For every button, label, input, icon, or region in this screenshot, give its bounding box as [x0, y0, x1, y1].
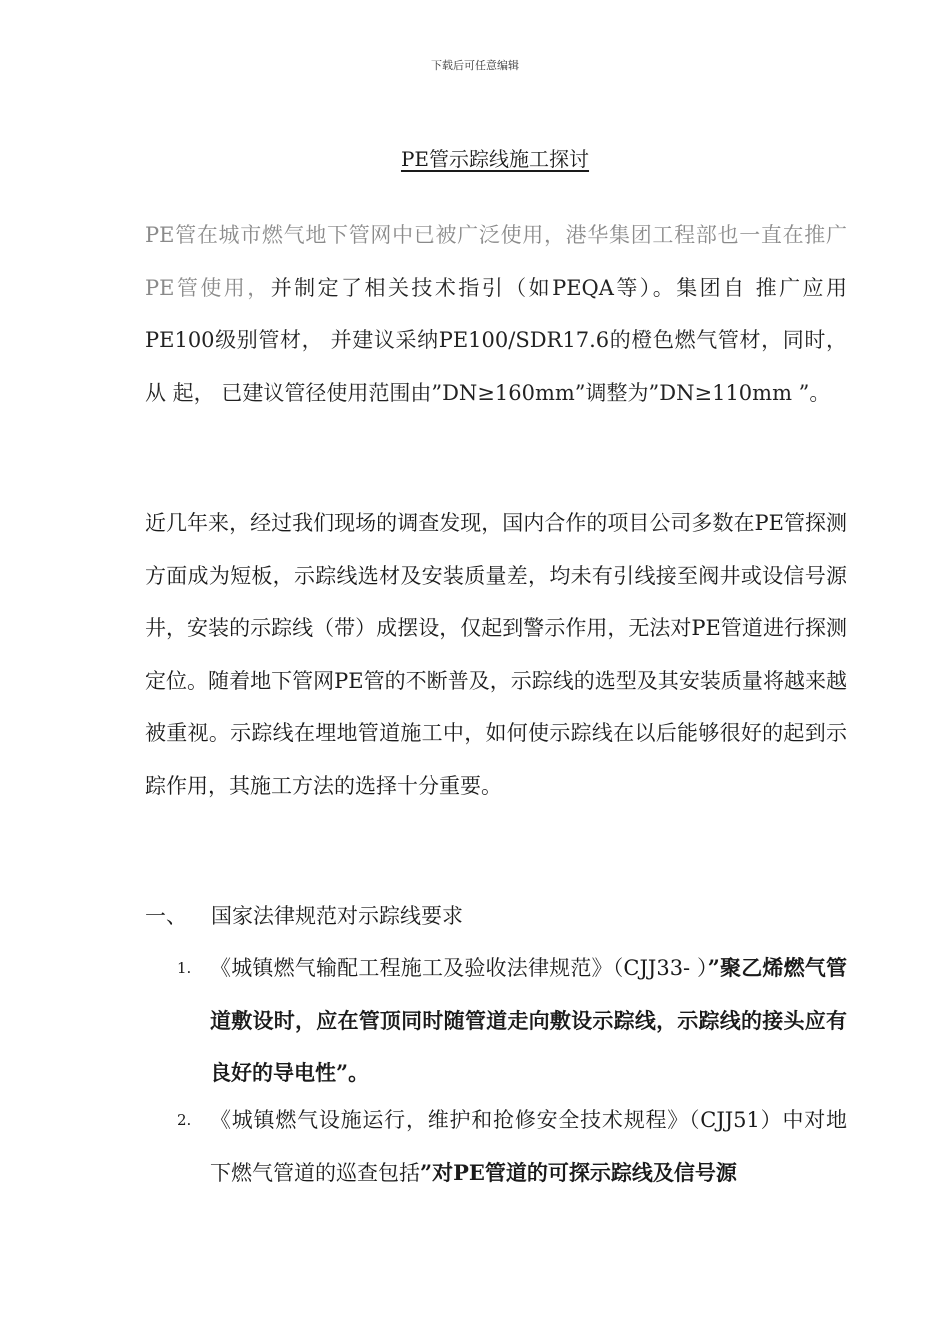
section-heading-1 [145, 890, 463, 942]
intro-faded-text: PE管在城市燃气地下管网中已被广泛使用，港华集团工程部也一直在推广PE管使用， [145, 223, 847, 300]
citation-text: 《城镇燃气设施运行，维护和抢修安全技术规程》（CJJ51）中对地下燃气管道的巡查包括 [210, 1108, 847, 1185]
section-number: 一、 [145, 904, 187, 928]
paragraph-background: 近几年来，经过我们现场的调查发现，国内合作的项目公司多数在PE管探测方面成为短板，示踪线选材及安装质量差，均未有引线接至阀井或设信号源井，安装的示踪线（带）成摆设，仅起到警示作用，无法对PE管道进行探测定位。随着地下管网PE管的不断普及，示踪线的选型及其安装质量将越来越被重视。示踪线在埋地管道施工中，如何使示踪线在以后能够很好的起到示踪作用，其施工方法的选择十分重要。 [145, 511, 847, 798]
section-title: 国家法律规范对示踪线要求 [211, 904, 463, 928]
document-title: PE管示踪线施工探讨 [400, 147, 590, 171]
quoted-requirement: ”对PE管道的可探示踪线及信号源 [420, 1159, 737, 1185]
citation-text: 《城镇燃气输配工程施工及验收法律规范》（CJJ33- ） [210, 956, 708, 980]
list-item [177, 942, 847, 1100]
intro-text: 并制定了相关技术指引（如PEQA等）。集团自 推广应用PE100级别管材， 并建议采纳PE100/SDR17.6的橙色燃气管材，同时， 从 起， 已建议管径使用范围由”DN≥160mm”调整为”DN≥110mm ”。 [145, 275, 847, 405]
page-header-note: 下载后可任意编辑 [431, 59, 519, 72]
list-marker: 2. [177, 1111, 192, 1129]
paragraph-intro [145, 209, 847, 419]
list-item [177, 1094, 847, 1199]
quoted-requirement: ”聚乙烯燃气管道敷设时，应在管顶同时随管道走向敷设示踪线，示踪线的接头应有良好的导电性”。 [210, 955, 847, 1085]
list-marker: 1. [177, 959, 192, 977]
